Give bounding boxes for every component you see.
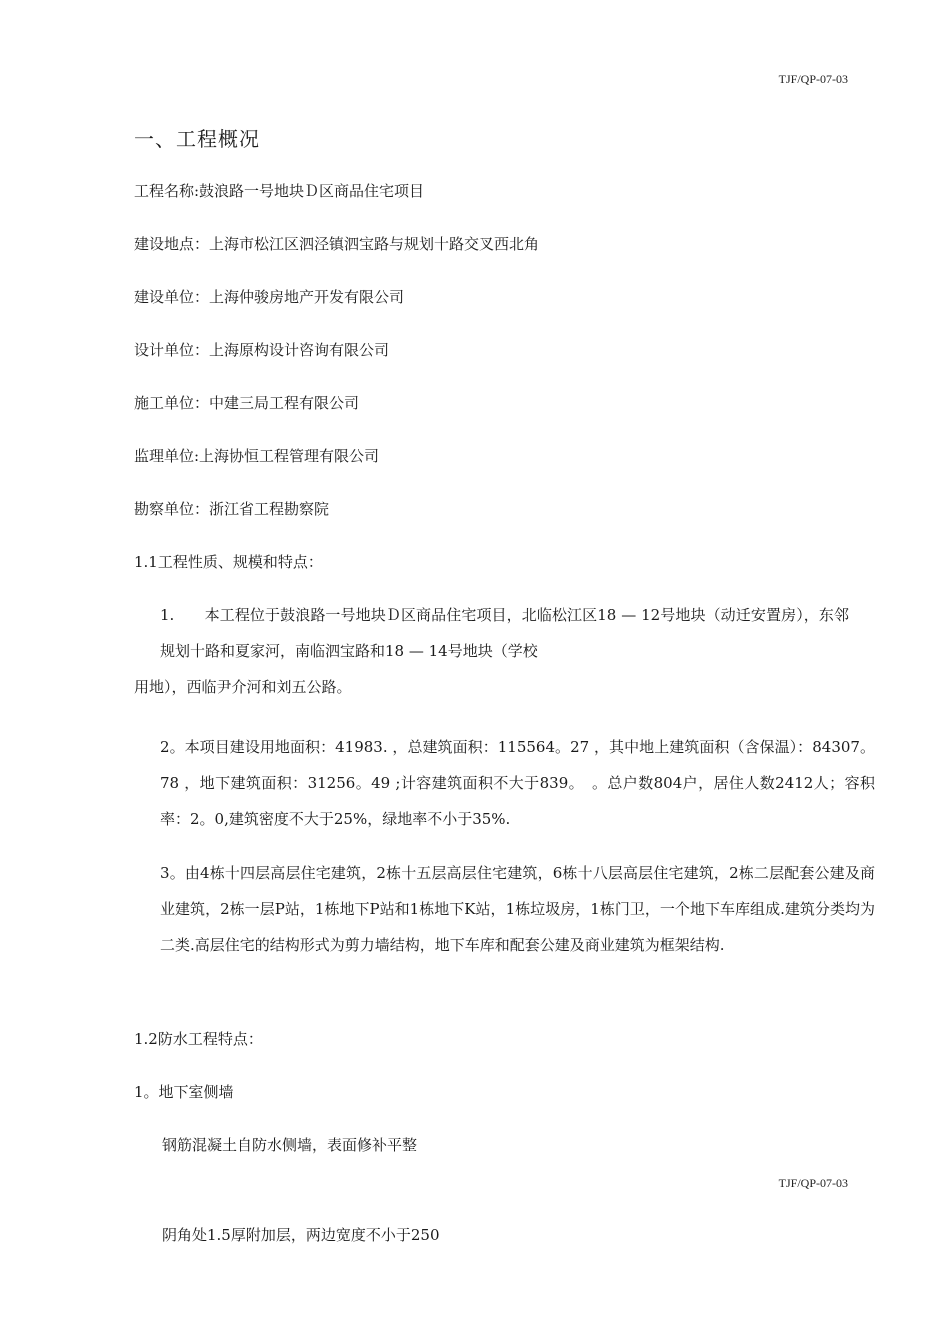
supervision-unit: 监理单位:上海协恒工程管理有限公司 — [134, 447, 380, 465]
paragraph-1-text: 1. 本工程位于鼓浪路一号地块Ｄ区商品住宅项目，北临松江区18 — 12号地块（动迁安置房），东邻规划十路和夏家河，南临泗宝路和18 — 14号地块（学校 — [160, 606, 849, 660]
construction-site: 建设地点：上海市松江区泗泾镇泗宝路与规划十路交叉西北角 — [134, 235, 540, 253]
section-1-2-title: 1.2防水工程特点： — [134, 1030, 263, 1048]
section-1-1-title: 1.1工程性质、规模和特点： — [134, 553, 323, 571]
contractor-unit: 施工单位：中建三局工程有限公司 — [134, 394, 360, 412]
section-heading: 一、工程概况 — [134, 127, 260, 151]
item-1-title: 1。地下室侧墙 — [134, 1083, 234, 1101]
document-code-page-2: TJF/QP-07-03 — [778, 1176, 848, 1190]
paragraph-1 — [134, 597, 849, 705]
item-1-detail-2: 阴角处1.5厚附加层，两边宽度不小于250 — [162, 1226, 440, 1244]
survey-unit: 勘察单位：浙江省工程勘察院 — [134, 500, 330, 518]
project-name: 工程名称:鼓浪路一号地块Ｄ区商品住宅项目 — [134, 182, 425, 200]
document-code-top: TJF/QP-07-03 — [778, 72, 848, 86]
item-1-detail: 钢筋混凝土自防水侧墙，表面修补平整 — [162, 1136, 418, 1154]
paragraph-2: 2。本项目建设用地面积：41983. ，总建筑面积：115564。27 ，其中地上建筑面积（含保温）：84307。78 ，地下建筑面积：31256。49 ;计容建筑面积不大于839。 。总户数804户，居住人数2412人；容积率：2。0,建筑密度不大于25%，绿地率不小于35%. — [160, 738, 875, 828]
client-unit: 建设单位：上海仲骏房地产开发有限公司 — [134, 288, 405, 306]
paragraph-1-tail: 用地），西临尹介河和刘五公路。 — [134, 678, 352, 696]
paragraph-3: 3。由4栋十四层高层住宅建筑，2栋十五层高层住宅建筑，6栋十八层高层住宅建筑，2栋二层配套公建及商业建筑，2栋一层P站，1栋地下P站和1栋地下K站，1栋垃圾房，1栋门卫，一个地下车库组成.建筑分类均为二类.高层住宅的结构形式为剪力墙结构，地下车库和配套公建及商业建筑为框架结构. — [160, 864, 875, 954]
design-unit: 设计单位：上海原构设计咨询有限公司 — [134, 341, 390, 359]
